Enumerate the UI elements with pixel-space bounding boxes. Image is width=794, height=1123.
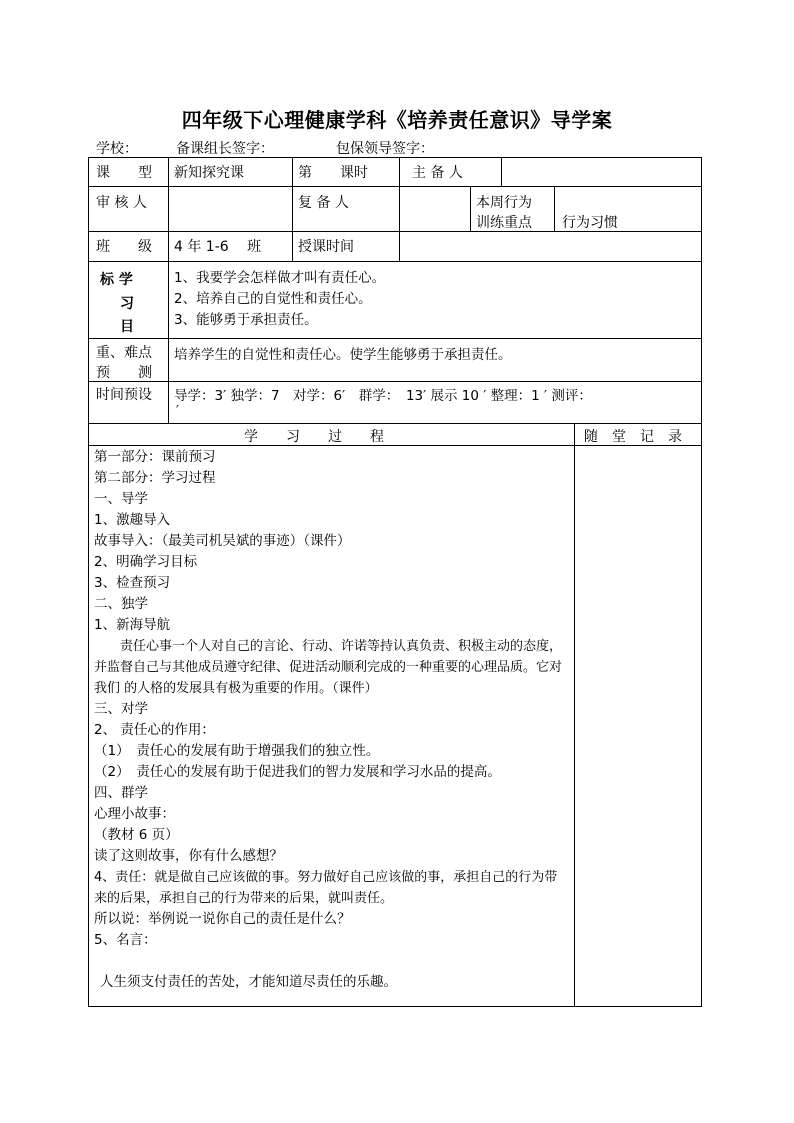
learning-process-content <box>94 447 570 993</box>
objectives-label-line-2: 习 <box>120 296 134 312</box>
process-line: 2、 责任心的作用： <box>94 722 215 738</box>
process-line: 2、明确学习目标 <box>94 554 198 570</box>
group-leader-signature-label: 备课组长签字： <box>176 141 274 157</box>
lesson-number-label: 第 课时 <box>298 165 368 181</box>
learning-process-header: 学 习 过 程 <box>244 429 384 445</box>
weekly-focus-value: 行为习惯 <box>562 215 618 231</box>
lead-preparer-label: 主 备 人 <box>412 165 463 181</box>
process-line: 1、新海导航 <box>94 617 171 633</box>
process-line: 第一部分：课前预习 <box>94 449 216 465</box>
course-type-value: 新知探究课 <box>174 165 244 181</box>
objective-item: 1、我要学会怎样做才叫有责任心。 <box>174 270 386 286</box>
objectives-label-line-1: 标 学 <box>100 272 133 288</box>
process-line: 二、独学 <box>94 596 148 612</box>
objective-item: 3、能够勇于承担责任。 <box>174 312 318 328</box>
process-line: 一、导学 <box>94 491 148 507</box>
process-line: （1） 责任心的发展有助于增强我们的独立性。 <box>94 743 380 759</box>
process-line: 心理小故事： <box>94 806 175 822</box>
reviewer-label: 审 核 人 <box>96 195 147 211</box>
course-type-label: 课 型 <box>96 165 152 181</box>
time-plan-value-continued: ′ <box>176 403 180 419</box>
time-plan-value: 导学：3′ 独学：7 对学：6′ 群学： 13′ 展示 10 ′ 整理：1 ′ 测评： <box>174 388 592 404</box>
responsibility-meaning-paragraph: 4、责任：就是做自己应该做的事。努力做好自己应该做的事，承担自己的行为带来的后果，承担自己的行为带来的后果，就叫责任。 <box>94 870 558 906</box>
process-line: 三、对学 <box>94 701 148 717</box>
class-label: 班 级 <box>96 239 152 255</box>
weekly-focus-label-line-2: 训练重点 <box>476 215 532 231</box>
teaching-time-label: 授课时间 <box>298 239 354 255</box>
class-value: 4 年 1-6 班 <box>174 239 262 255</box>
process-line: 3、检查预习 <box>94 575 171 591</box>
key-points-label-line-1: 重、难点 <box>96 345 152 361</box>
class-notes-header: 随 堂 记 录 <box>584 429 682 445</box>
process-line: 所以说：举例说一说你自己的责任是什么？ <box>94 911 351 927</box>
process-line: 1、激趣导入 <box>94 512 171 528</box>
time-plan-label: 时间预设 <box>96 387 152 403</box>
key-points-label-line-2: 预 测 <box>96 365 152 381</box>
supervisor-signature-label: 包保领导签字： <box>336 141 434 157</box>
process-line: 四、群学 <box>94 785 148 801</box>
process-line: （教材 6 页） <box>94 827 179 843</box>
famous-quote: 人生须支付责任的苦处，才能知道尽责任的乐趣。 <box>100 974 397 990</box>
process-line: （2） 责任心的发展有助于促进我们的智力发展和学习水品的提高。 <box>94 764 501 780</box>
weekly-focus-label-line-1: 本周行为 <box>476 195 532 211</box>
process-line: 读了这则故事，你有什么感想？ <box>94 848 283 864</box>
process-line: 故事导入：（最美司机吴斌的事迹）（课件） <box>94 533 351 549</box>
co-preparer-label: 复 备 人 <box>298 195 349 211</box>
process-line: 第二部分：学习过程 <box>94 470 216 486</box>
document-title: 四年级下心理健康学科《培养责任意识》导学案 <box>181 108 613 132</box>
objectives-label-line-3: 目 <box>120 319 134 335</box>
process-line: 5、名言： <box>94 932 157 948</box>
responsibility-definition-paragraph: 责任心事一个人对自己的言论、行动、许诺等持认真负责、积极主动的态度，并监督自己与其他成员遵守纪律、促进活动顺利完成的一种重要的心理品质。它对我们 的人格的发展具有极为重要的作用。（课件） <box>94 639 563 696</box>
key-points-value: 培养学生的自觉性和责任心。使学生能够勇于承担责任。 <box>174 347 512 363</box>
objective-item: 2、培养自己的自觉性和责任心。 <box>174 291 372 307</box>
school-label: 学校： <box>96 141 138 157</box>
